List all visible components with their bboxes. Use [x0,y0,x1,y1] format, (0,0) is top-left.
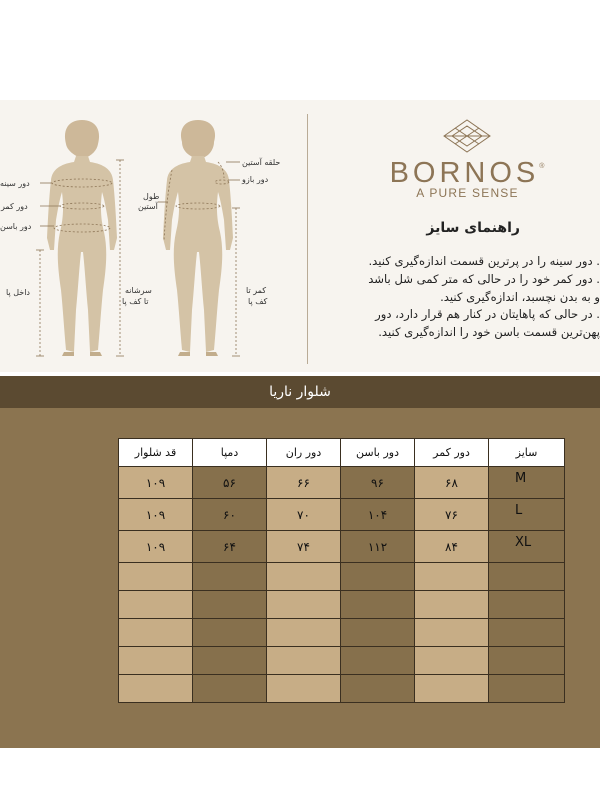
label-waist-to-floor-1: کمر تا [246,286,267,295]
label-sleeve-2: آستین [138,202,158,211]
empty-cell [341,591,415,619]
cell-hip: ۱۱۲ [341,531,415,563]
empty-cell [415,563,489,591]
brand-logo-icon [440,118,494,154]
cell-waist: ۸۴ [415,531,489,563]
empty-cell [341,563,415,591]
empty-cell [193,675,267,703]
header-hem: دمپا [193,439,267,467]
empty-cell [341,619,415,647]
size-table-area [0,408,600,748]
table-header-row [119,439,565,467]
label-chest: دور سینه [0,179,30,188]
cell-pants-length: ۱۰۹ [119,531,193,563]
empty-cell [119,647,193,675]
cell-thigh: ۶۶ [267,467,341,499]
empty-cell [267,563,341,591]
empty-cell [193,591,267,619]
empty-cell [119,619,193,647]
header-size: سایز [489,439,565,467]
cell-thigh: ۷۰ [267,499,341,531]
cell-waist: ۶۸ [415,467,489,499]
empty-cell [341,647,415,675]
empty-cell [489,619,565,647]
product-header [0,376,600,408]
body-measurement-figures [0,100,305,372]
instruction-line: پهن‌ترین قسمت باسن خود را اندازه‌گیری کنید. [378,325,600,340]
empty-cell [341,675,415,703]
measurement-instructions [326,253,600,342]
header-waist: دور کمر [415,439,489,467]
brand-tagline: A PURE SENSE [416,186,519,200]
label-inseam: داخل پا [6,288,30,297]
cell-size: L [489,499,565,531]
instruction-line: و به بدن نچسبد، اندازه‌گیری کنید. [440,289,600,304]
label-waist: دور کمر [1,202,28,211]
cell-hip: ۱۰۴ [341,499,415,531]
table-row [119,499,565,531]
cell-hip: ۹۶ [341,467,415,499]
back-figure [163,120,233,356]
cell-size: XL [489,531,565,563]
cell-pants-length: ۱۰۹ [119,467,193,499]
header-hip: دور باسن [341,439,415,467]
product-title: شلوار ناریا [269,384,331,400]
table-row-empty [119,619,565,647]
cell-size: M [489,467,565,499]
label-hip: دور باسن [0,222,32,231]
table-row [119,467,565,499]
empty-cell [415,591,489,619]
empty-cell [489,563,565,591]
empty-cell [267,647,341,675]
empty-cell [267,675,341,703]
label-armhole: حلقه آستین [242,158,281,167]
table-row-empty [119,563,565,591]
cell-pants-length: ۱۰۹ [119,499,193,531]
empty-cell [415,675,489,703]
cell-thigh: ۷۴ [267,531,341,563]
instruction-line: . در حالی که پاهایتان در کنار هم قرار دارد، دور [375,307,600,322]
brand-name: BORNOS® [389,157,545,189]
size-guide-title: راهنمای سایز [426,220,520,236]
label-shoulder-to-floor-2: تا کف پا [122,297,149,306]
label-sleeve-1: طول [143,192,160,201]
instruction-line: . دور سینه را در پرترین قسمت اندازه‌گیری کنید. [368,254,600,268]
table-row [119,531,565,563]
front-figure [47,120,117,356]
label-arm-circumference: دور بازو [242,175,269,184]
empty-cell [415,647,489,675]
panel-divider [307,114,308,364]
empty-cell [489,591,565,619]
table-row-empty [119,591,565,619]
header-thigh: دور ران [267,439,341,467]
cell-hem: ۶۰ [193,499,267,531]
label-waist-to-floor-2: کف پا [248,297,268,306]
empty-cell [415,619,489,647]
instruction-line: . دور کمر خود را در حالی که متر کمی شل باشد [368,271,600,286]
empty-cell [267,591,341,619]
empty-cell [193,647,267,675]
empty-cell [119,563,193,591]
table-row-empty [119,675,565,703]
empty-cell [489,675,565,703]
empty-cell [119,675,193,703]
cell-hem: ۶۴ [193,531,267,563]
table-row-empty [119,647,565,675]
size-table [118,438,565,703]
empty-cell [267,619,341,647]
cell-waist: ۷۶ [415,499,489,531]
label-shoulder-to-floor-1: سرشانه [125,286,152,295]
empty-cell [193,619,267,647]
cell-hem: ۵۶ [193,467,267,499]
header-pants-length: قد شلوار [119,439,193,467]
empty-cell [489,647,565,675]
empty-cell [193,563,267,591]
empty-cell [119,591,193,619]
